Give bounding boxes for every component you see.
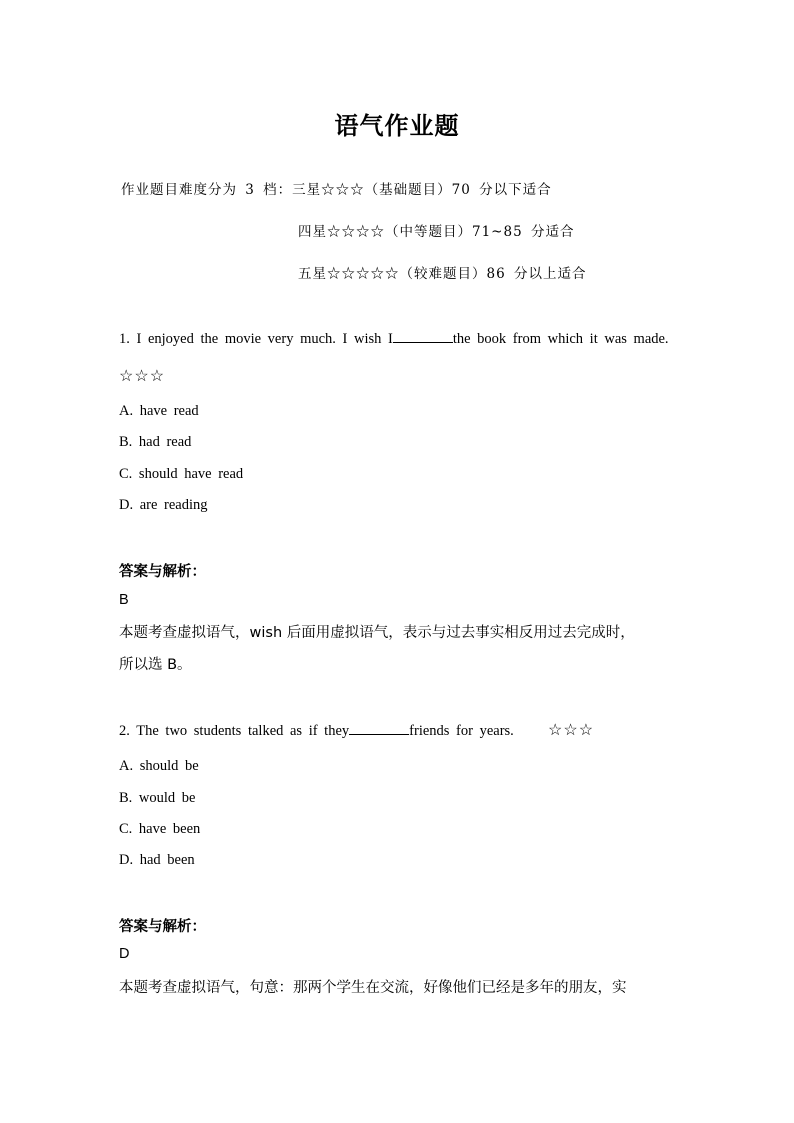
answer-blank	[349, 722, 409, 735]
answer-blank	[393, 330, 453, 343]
question-2	[119, 722, 514, 740]
question-1-option-a: A. have read	[119, 403, 199, 419]
question-number: 2.	[119, 723, 130, 739]
question-1-option-d: D. are reading	[119, 497, 208, 513]
page-title: 语气作业题	[334, 112, 460, 140]
question-2-option-b: B. would be	[119, 790, 196, 806]
question-1-explanation-line-1: 本题考查虚拟语气，wish 后面用虚拟语气，表示与过去事实相反用过去完成时，	[119, 625, 635, 641]
question-1-option-b: B. had read	[119, 434, 192, 450]
question-1-option-c: C. should have read	[119, 466, 244, 482]
question-number: 1.	[119, 331, 130, 347]
question-2-option-c: C. have been	[119, 821, 201, 837]
difficulty-intro-line-2: 四星☆☆☆☆（中等题目）71~85 分适合	[298, 224, 575, 240]
question-2-difficulty-stars: ☆☆☆	[548, 720, 595, 739]
difficulty-intro-line-1: 作业题目难度分为 3 档：三星☆☆☆（基础题目）70 分以下适合	[121, 182, 552, 198]
question-text-before: The two students talked as if they	[136, 723, 350, 739]
question-1-answer-heading: 答案与解析：	[119, 564, 206, 580]
question-text-after: friends for years.	[409, 723, 514, 739]
question-2-option-d: D. had been	[119, 852, 195, 868]
question-2-explanation-line-1: 本题考查虚拟语气，句意：那两个学生在交流，好像他们已经是多年的朋友，实	[119, 980, 627, 996]
question-1-answer: B	[119, 592, 129, 608]
question-text-after: the book from which it was made.	[452, 331, 669, 347]
question-2-option-a: A. should be	[119, 758, 199, 774]
difficulty-intro-line-3: 五星☆☆☆☆☆（较难题目）86 分以上适合	[298, 266, 587, 282]
question-text-before: I enjoyed the movie very much. I wish I	[136, 331, 393, 347]
question-1-explanation-line-2: 所以选 B。	[119, 657, 192, 673]
question-1-difficulty-stars: ☆☆☆	[119, 366, 166, 385]
question-2-answer: D	[119, 946, 130, 962]
question-2-answer-heading: 答案与解析：	[119, 919, 206, 935]
question-1	[119, 330, 669, 348]
